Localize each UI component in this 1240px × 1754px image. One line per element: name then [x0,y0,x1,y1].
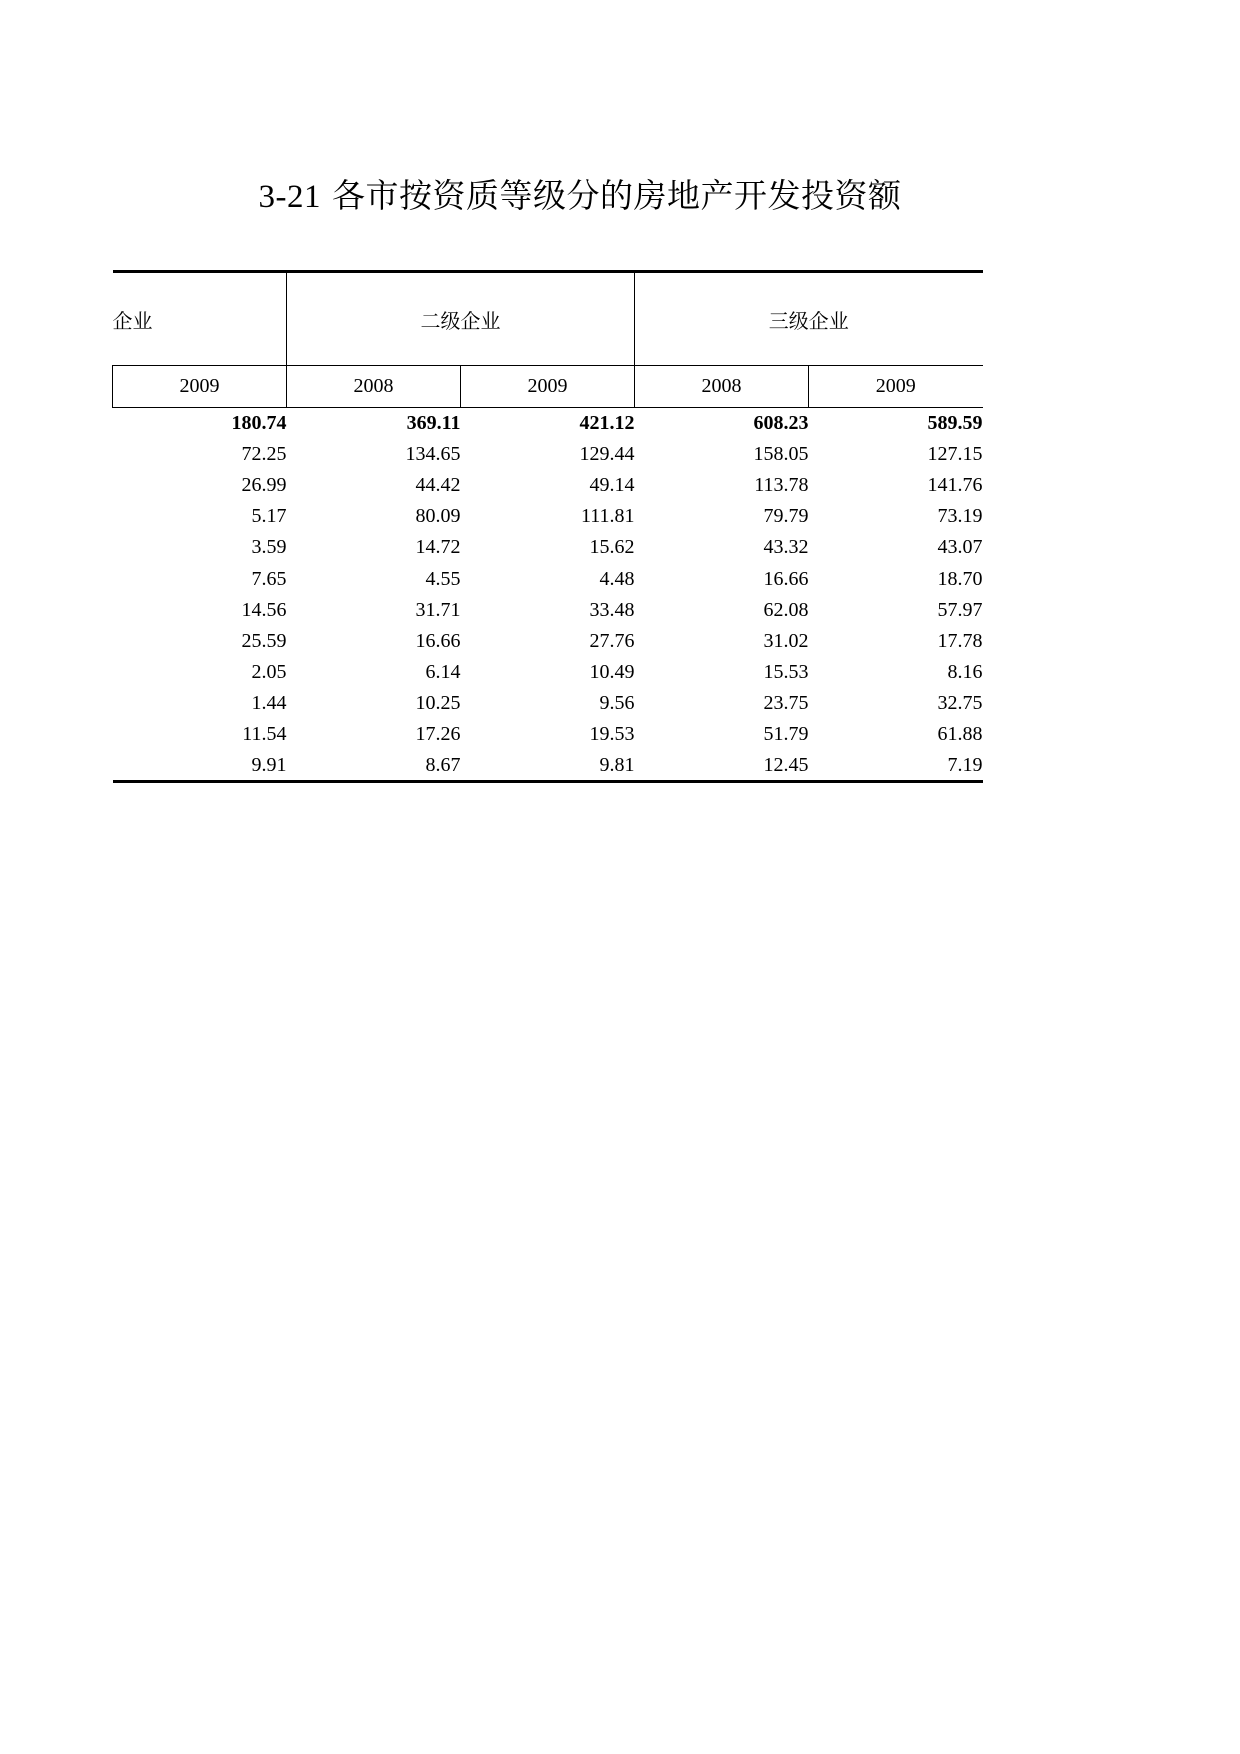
table-cell: 8.16 [947,661,983,684]
table-cell: 6.14 [425,661,461,684]
table-cell: 49.14 [589,473,635,496]
table-row [113,563,983,594]
table-cell: 61.88 [937,723,983,746]
year-header: 2009 [461,366,635,408]
investment-table [112,270,983,783]
table-row [113,470,983,501]
table-cell: 19.53 [589,723,635,746]
table-body [113,408,983,782]
year-header-row [113,366,983,408]
table-cell: 12.45 [635,751,809,782]
page-title [0,170,1160,217]
table-row [113,751,983,782]
table-cell: 2.05 [251,661,287,684]
table-cell: 62.08 [763,598,809,621]
table-cell: 4.48 [599,567,635,590]
table-cell: 1.44 [251,692,287,715]
table-cell: 7.65 [251,567,287,590]
table-cell: 141.76 [927,473,983,496]
table-cell: 43.07 [937,536,983,559]
table-cell: 8.67 [287,751,461,782]
table-row [113,688,983,719]
table-row [113,501,983,532]
table-cell: 113.78 [754,473,809,496]
table-cell: 589.59 [927,411,983,434]
table-row-total [113,408,983,439]
table-cell: 180.74 [231,411,287,434]
year-header: 2009 [809,366,983,408]
table-cell: 129.44 [579,442,635,465]
table-cell: 134.65 [405,442,461,465]
table-cell: 15.53 [763,661,809,684]
table-cell: 7.19 [809,751,983,782]
table-cell: 17.78 [937,629,983,652]
table-cell: 14.72 [415,536,461,559]
table-cell: 79.79 [763,505,809,528]
table-cell: 14.56 [241,598,287,621]
year-header: 2008 [287,366,461,408]
table-cell: 23.75 [763,692,809,715]
table-cell: 4.55 [425,567,461,590]
table-cell: 127.15 [927,442,983,465]
table-number: 3-21 [258,179,321,215]
table-cell: 9.56 [599,692,635,715]
table-cell: 18.70 [937,567,983,590]
table-row [113,595,983,626]
year-header: 2009 [113,366,287,408]
table-title-text: 各市按资质等级分的房地产开发投资额 [332,176,902,215]
table-cell: 72.25 [241,442,287,465]
table-cell: 16.66 [415,629,461,652]
table-cell: 31.71 [415,598,461,621]
year-header: 2008 [635,366,809,408]
group-header-third-grade: 三级企业 [635,272,983,366]
table-row [113,657,983,688]
table-cell: 10.25 [415,692,461,715]
table-cell: 27.76 [589,629,635,652]
table-row [113,439,983,470]
table-cell: 10.49 [589,661,635,684]
table-cell: 25.59 [241,629,287,652]
table-cell: 51.79 [763,723,809,746]
table-cell: 73.19 [937,505,983,528]
table-cell: 26.99 [241,473,287,496]
table-cell: 17.26 [415,723,461,746]
table-cell: 33.48 [589,598,635,621]
table-cell: 31.02 [763,629,809,652]
table-cell: 11.54 [242,723,287,746]
table-cell: 16.66 [763,567,809,590]
table-cell: 608.23 [753,411,809,434]
group-header-second-grade: 二级企业 [287,272,635,366]
table-cell: 44.42 [415,473,461,496]
group-header-row [113,272,983,366]
table-cell: 3.59 [251,536,287,559]
table-cell: 9.81 [461,751,635,782]
group-header-partial: 企业 [113,272,287,366]
table-row [113,532,983,563]
table-cell: 111.81 [580,505,635,528]
table-cell: 158.05 [753,442,809,465]
table-cell: 9.91 [113,751,287,782]
table-row [113,626,983,657]
table-cell: 80.09 [415,505,461,528]
table-cell: 369.11 [406,411,461,434]
table-cell: 5.17 [251,505,287,528]
table-cell: 43.32 [763,536,809,559]
table-cell: 421.12 [579,411,635,434]
table-cell: 15.62 [589,536,635,559]
table-row [113,719,983,750]
table-cell: 57.97 [937,598,983,621]
table-cell: 32.75 [937,692,983,715]
